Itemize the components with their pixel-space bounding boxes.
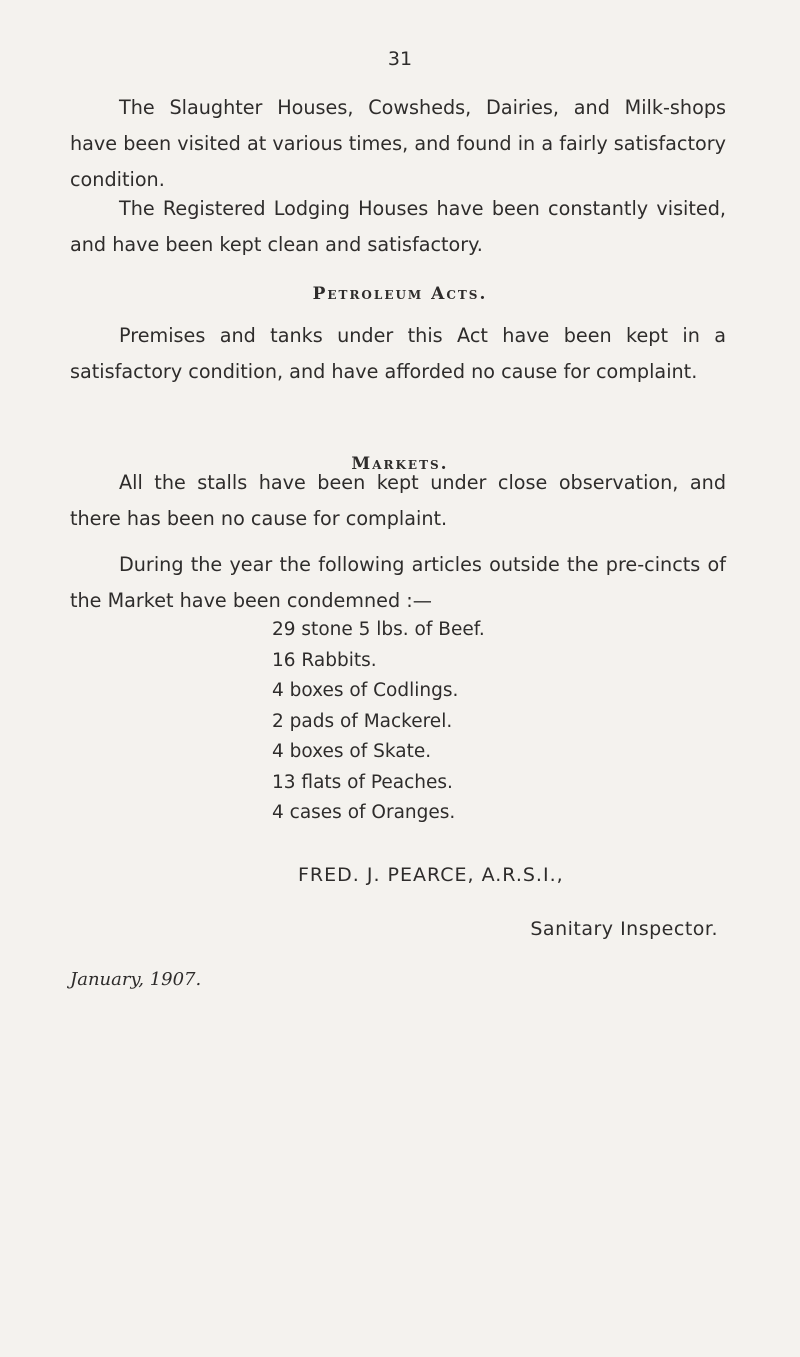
list-item: 4 cases of Oranges. xyxy=(272,802,456,823)
paragraph-market-stalls: All the stalls have been kept under close observation, and there has been no cause for complaint. xyxy=(70,471,726,530)
paragraph-lodging-houses: The Registered Lodging Houses have been constantly visited, and have been kept clean and satisfactory. xyxy=(70,197,726,256)
signature-title: Sanitary Inspector. xyxy=(530,918,718,940)
paragraph-slaughter-houses: The Slaughter Houses, Cowsheds, Dairies, and Milk-shops have been visited at various times, and found in a fairly satisfactory condition. xyxy=(70,96,726,191)
list-item: 16 Rabbits. xyxy=(272,649,377,671)
document-date: January, 1907. xyxy=(70,969,202,990)
heading-petroleum-acts: Petroleum Acts. xyxy=(312,284,488,304)
list-item: 4 boxes of Skate. xyxy=(272,741,432,762)
list-item: 2 pads of Mackerel. xyxy=(272,710,453,732)
signature-name: FRED. J. PEARCE, A.R.S.I., xyxy=(298,864,564,886)
list-item: 4 boxes of Codlings. xyxy=(272,680,459,701)
list-item: 13 flats of Peaches. xyxy=(272,771,453,793)
list-item: 29 stone 5 lbs. of Beef. xyxy=(272,619,485,640)
paragraph-condemned-intro: During the year the following articles outside the pre-cincts of the Market have been condemned :— xyxy=(70,553,726,612)
page-number: 31 xyxy=(387,48,413,70)
heading-markets: Markets. xyxy=(351,454,449,474)
paragraph-petroleum-premises: Premises and tanks under this Act have been kept in a satisfactory condition, and have afforded no cause for complaint. xyxy=(70,324,726,383)
condemned-items-list xyxy=(272,615,485,829)
